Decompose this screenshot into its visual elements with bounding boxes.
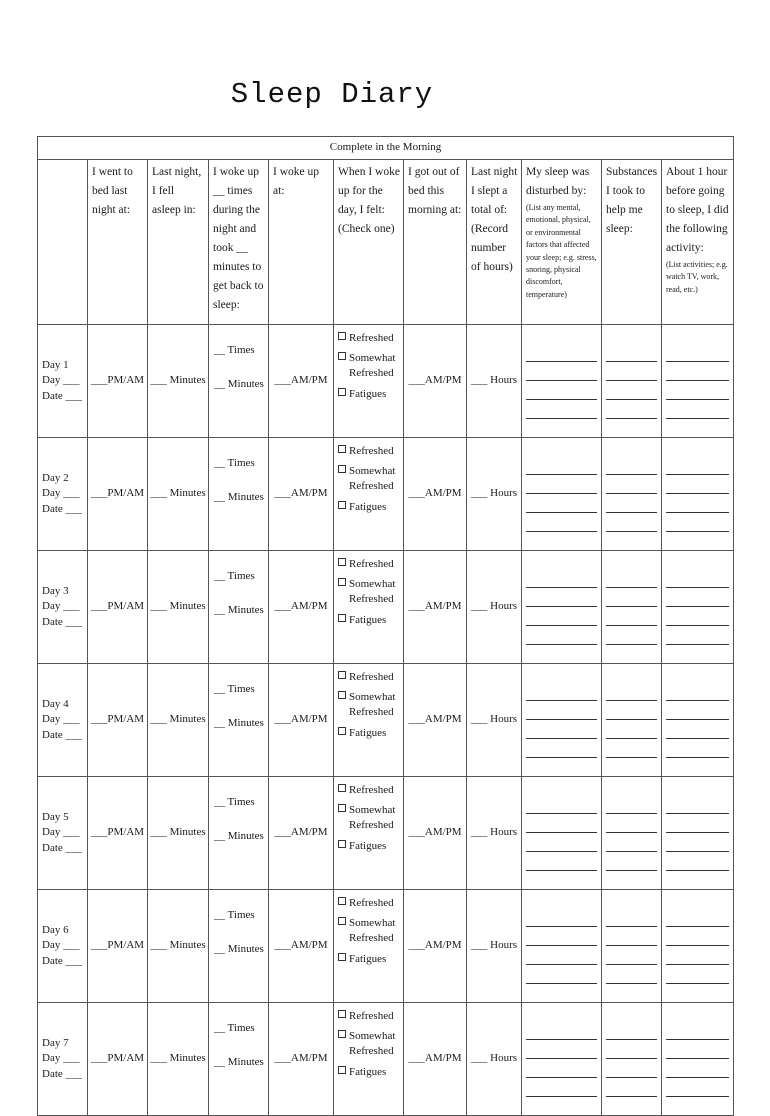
out-of-bed-time-cell[interactable]: ___AM/PM [404,1003,467,1116]
felt-option-label: Refreshed [349,367,394,380]
date-blank[interactable]: Date ___ [42,1067,83,1080]
write-line[interactable] [666,569,729,588]
bed-time-cell[interactable]: ___PM/AM [88,438,148,551]
times-blank[interactable]: __ Times [214,570,255,582]
hours-cell[interactable]: ___ Hours [467,1003,522,1116]
write-line[interactable] [526,946,597,965]
checkbox-icon[interactable] [338,897,346,905]
bed-time-cell[interactable]: ___PM/AM [88,1003,148,1116]
disturbed-lines [522,777,602,890]
felt-option-label: Somewhat [349,804,396,817]
header-disturbed [522,160,602,325]
asleep-minutes-cell[interactable]: ___ Minutes [148,325,209,438]
felt-option-refreshed[interactable] [338,783,403,798]
checkbox-icon[interactable] [338,804,346,812]
write-line[interactable] [526,701,597,720]
day-cell [38,664,88,777]
write-line[interactable] [606,362,657,381]
felt-option-label: Refreshed [349,480,394,493]
write-line[interactable] [526,1078,597,1097]
write-line[interactable] [526,1059,597,1078]
write-line[interactable] [606,852,657,871]
write-line[interactable] [526,400,597,419]
write-line[interactable] [666,946,729,965]
felt-cell [334,664,404,777]
date-blank[interactable]: Date ___ [42,728,83,741]
write-line[interactable] [666,927,729,946]
checkbox-icon[interactable] [338,727,346,735]
write-line[interactable] [606,927,657,946]
woke-time-cell[interactable]: ___AM/PM [269,438,334,551]
header-activity-note: (List activities; e.g. watch TV, work, read, etc.) [666,259,728,294]
write-line[interactable] [606,456,657,475]
day-row [38,664,734,777]
activity-lines [662,1003,734,1116]
felt-option-label: Refreshed [349,445,394,457]
times-blank[interactable]: __ Times [214,796,255,808]
header-fell-asleep: Last night, I fell asleep in: [148,160,209,325]
write-line[interactable] [606,626,657,645]
out-of-bed-time-cell[interactable]: ___AM/PM [404,551,467,664]
checkbox-icon[interactable] [338,388,346,396]
felt-option-label: Somewhat [349,691,396,704]
checkbox-icon[interactable] [338,445,346,453]
felt-option-somewhat[interactable] [338,464,403,494]
felt-option-label: Fatigues [349,1065,387,1078]
felt-option-label: Fatigues [349,387,387,400]
write-line[interactable] [666,362,729,381]
felt-option-fatigues[interactable] [338,500,403,515]
woke-time-cell[interactable]: ___AM/PM [269,890,334,1003]
date-blank[interactable]: Date ___ [42,841,83,854]
write-line[interactable] [526,362,597,381]
write-line[interactable] [666,381,729,400]
write-line[interactable] [666,607,729,626]
hours-cell[interactable]: ___ Hours [467,777,522,890]
write-line[interactable] [526,927,597,946]
woke-during-cell [209,325,269,438]
bed-time-cell[interactable]: ___PM/AM [88,777,148,890]
felt-option-somewhat[interactable] [338,351,403,381]
felt-option-label: Somewhat [349,1030,396,1043]
write-line[interactable] [666,588,729,607]
sleep-diary-table [37,136,734,1116]
day-row [38,438,734,551]
write-line[interactable] [666,701,729,720]
out-of-bed-time-cell[interactable]: ___AM/PM [404,438,467,551]
checkbox-icon[interactable] [338,840,346,848]
felt-option-fatigues[interactable] [338,726,403,741]
day-label: Day 6 [42,924,69,937]
write-line[interactable] [606,1059,657,1078]
header-activity [662,160,734,325]
felt-option-label: Refreshed [349,706,394,719]
day-cell [38,551,88,664]
write-line[interactable] [666,739,729,758]
substances-lines [602,551,662,664]
day-blank[interactable]: Day ___ [42,826,80,839]
felt-option-label: Refreshed [349,558,394,570]
felt-option-label: Refreshed [349,932,394,945]
activity-lines [662,890,734,1003]
write-line[interactable] [606,588,657,607]
minutes-blank[interactable]: __ Minutes [214,830,264,843]
out-of-bed-time-cell[interactable]: ___AM/PM [404,890,467,1003]
felt-option-refreshed[interactable] [338,670,403,685]
checkbox-icon[interactable] [338,917,346,925]
day-label: Day 3 [42,585,69,598]
felt-option-label: Fatigues [349,500,387,513]
page-title: Sleep Diary [230,78,434,111]
write-line[interactable] [526,494,597,513]
write-line[interactable] [606,494,657,513]
write-line[interactable] [526,739,597,758]
disturbed-lines [522,551,602,664]
day-label: Day 4 [42,698,69,711]
checkbox-icon[interactable] [338,465,346,473]
write-line[interactable] [526,513,597,532]
asleep-minutes-cell[interactable]: ___ Minutes [148,664,209,777]
header-felt: When I woke up for the day, I felt: (Check one) [334,160,404,325]
write-line[interactable] [606,513,657,532]
write-line[interactable] [606,965,657,984]
felt-option-label: Refreshed [349,1010,394,1022]
checkbox-icon[interactable] [338,784,346,792]
felt-option-refreshed[interactable] [338,444,403,459]
minutes-blank[interactable]: __ Minutes [214,378,264,391]
write-line[interactable] [526,607,597,626]
felt-option-label: Fatigues [349,726,387,739]
felt-option-somewhat[interactable] [338,916,403,946]
header-got-out-of-bed: I got out of bed this morning at: [404,160,467,325]
asleep-minutes-cell[interactable]: ___ Minutes [148,551,209,664]
write-line[interactable] [666,682,729,701]
out-of-bed-time-cell[interactable]: ___AM/PM [404,664,467,777]
write-line[interactable] [666,456,729,475]
felt-option-label: Somewhat [349,917,396,930]
write-line[interactable] [666,908,729,927]
hours-cell[interactable]: ___ Hours [467,890,522,1003]
write-line[interactable] [606,682,657,701]
write-line[interactable] [666,513,729,532]
day-row [38,551,734,664]
substances-lines [602,1003,662,1116]
felt-cell [334,551,404,664]
felt-option-label: Refreshed [349,593,394,606]
felt-option-label: Somewhat [349,352,396,365]
write-line[interactable] [606,1040,657,1059]
hours-cell[interactable]: ___ Hours [467,438,522,551]
write-line[interactable] [606,701,657,720]
felt-option-label: Somewhat [349,578,396,591]
write-line[interactable] [526,588,597,607]
substances-lines [602,890,662,1003]
bed-time-cell[interactable]: ___PM/AM [88,551,148,664]
day-blank[interactable]: Day ___ [42,939,80,952]
write-line[interactable] [606,569,657,588]
write-line[interactable] [526,381,597,400]
column-header-row [38,160,734,325]
day-blank[interactable]: Day ___ [42,374,80,387]
activity-lines [662,777,734,890]
bed-time-cell[interactable]: ___PM/AM [88,325,148,438]
write-line[interactable] [666,965,729,984]
day-blank[interactable]: Day ___ [42,487,80,500]
write-line[interactable] [666,814,729,833]
felt-option-fatigues[interactable] [338,387,403,402]
day-blank[interactable]: Day ___ [42,1052,80,1065]
felt-option-label: Fatigues [349,613,387,626]
write-line[interactable] [526,852,597,871]
write-line[interactable] [606,795,657,814]
felt-option-somewhat[interactable] [338,577,403,607]
checkbox-icon[interactable] [338,558,346,566]
write-line[interactable] [606,607,657,626]
checkbox-icon[interactable] [338,352,346,360]
header-slept-total: Last night I slept a total of: (Record number of hours) [467,160,522,325]
write-line[interactable] [666,795,729,814]
date-blank[interactable]: Date ___ [42,954,83,967]
woke-during-cell [209,664,269,777]
felt-option-label: Fatigues [349,952,387,965]
date-blank[interactable]: Date ___ [42,502,83,515]
write-line[interactable] [666,494,729,513]
write-line[interactable] [606,814,657,833]
header-went-to-bed: I went to bed last night at: [88,160,148,325]
checkbox-icon[interactable] [338,1066,346,1074]
write-line[interactable] [666,400,729,419]
felt-option-label: Refreshed [349,1045,394,1058]
write-line[interactable] [526,682,597,701]
write-line[interactable] [606,908,657,927]
substances-lines [602,438,662,551]
felt-option-refreshed[interactable] [338,557,403,572]
write-line[interactable] [666,852,729,871]
checkbox-icon[interactable] [338,501,346,509]
write-line[interactable] [666,833,729,852]
write-line[interactable] [666,1059,729,1078]
activity-lines [662,438,734,551]
write-line[interactable] [526,908,597,927]
disturbed-lines [522,664,602,777]
substances-lines [602,325,662,438]
felt-option-refreshed[interactable] [338,331,403,346]
day-row [38,777,734,890]
write-line[interactable] [526,965,597,984]
felt-option-label: Refreshed [349,784,394,796]
woke-time-cell[interactable]: ___AM/PM [269,1003,334,1116]
hours-cell[interactable]: ___ Hours [467,325,522,438]
hours-cell[interactable]: ___ Hours [467,664,522,777]
write-line[interactable] [606,739,657,758]
woke-time-cell[interactable]: ___AM/PM [269,664,334,777]
minutes-blank[interactable]: __ Minutes [214,943,264,956]
write-line[interactable] [666,475,729,494]
minutes-blank[interactable]: __ Minutes [214,491,264,504]
felt-cell [334,1003,404,1116]
day-cell [38,1003,88,1116]
checkbox-icon[interactable] [338,578,346,586]
write-line[interactable] [606,475,657,494]
substances-lines [602,777,662,890]
write-line[interactable] [526,814,597,833]
felt-option-refreshed[interactable] [338,1009,403,1024]
felt-option-label: Refreshed [349,897,394,909]
write-line[interactable] [526,626,597,645]
checkbox-icon[interactable] [338,671,346,679]
day-blank[interactable]: Day ___ [42,713,80,726]
substances-lines [602,664,662,777]
activity-lines [662,325,734,438]
header-blank [38,160,88,325]
day-label: Day 2 [42,472,69,485]
checkbox-icon[interactable] [338,332,346,340]
day-cell [38,890,88,1003]
write-line[interactable] [526,1040,597,1059]
write-line[interactable] [606,946,657,965]
day-cell [38,777,88,890]
date-blank[interactable]: Date ___ [42,615,83,628]
write-line[interactable] [666,343,729,362]
asleep-minutes-cell[interactable]: ___ Minutes [148,890,209,1003]
header-woke-up-during: I woke up __ times during the night and took __ minutes to get back to sleep: [209,160,269,325]
felt-cell [334,777,404,890]
asleep-minutes-cell[interactable]: ___ Minutes [148,777,209,890]
bed-time-cell[interactable]: ___PM/AM [88,664,148,777]
felt-option-label: Refreshed [349,671,394,683]
day-row [38,325,734,438]
times-blank[interactable]: __ Times [214,683,255,695]
write-line[interactable] [526,569,597,588]
write-line[interactable] [606,720,657,739]
felt-cell [334,325,404,438]
day-label: Day 7 [42,1037,69,1050]
felt-option-fatigues[interactable] [338,952,403,967]
day-blank[interactable]: Day ___ [42,600,80,613]
felt-option-somewhat[interactable] [338,803,403,833]
minutes-blank[interactable]: __ Minutes [214,717,264,730]
woke-time-cell[interactable]: ___AM/PM [269,325,334,438]
woke-during-cell [209,551,269,664]
day-label: Day 1 [42,359,69,372]
minutes-blank[interactable]: __ Minutes [214,1056,264,1069]
header-activity-label: About 1 hour before going to sleep, I did the following activity: [666,166,729,254]
felt-option-label: Somewhat [349,465,396,478]
day-label: Day 5 [42,811,69,824]
write-line[interactable] [526,343,597,362]
checkbox-icon[interactable] [338,614,346,622]
header-disturbed-note: (List any mental, emotional, physical, or environmental factors that affected your sleep; e.g. stress, snoring, physical discomfort, temperature) [526,202,597,299]
write-line[interactable] [666,1078,729,1097]
times-blank[interactable]: __ Times [214,457,255,469]
woke-during-cell [209,777,269,890]
felt-option-fatigues[interactable] [338,1065,403,1080]
asleep-minutes-cell[interactable]: ___ Minutes [148,438,209,551]
day-cell [38,438,88,551]
woke-during-cell [209,438,269,551]
write-line[interactable] [526,795,597,814]
day-cell [38,325,88,438]
header-woke-up-at: I woke up at: [269,160,334,325]
checkbox-icon[interactable] [338,1010,346,1018]
write-line[interactable] [606,400,657,419]
asleep-minutes-cell[interactable]: ___ Minutes [148,1003,209,1116]
write-line[interactable] [666,1040,729,1059]
felt-option-somewhat[interactable] [338,690,403,720]
write-line[interactable] [606,833,657,852]
checkbox-icon[interactable] [338,691,346,699]
times-blank[interactable]: __ Times [214,909,255,921]
felt-option-label: Fatigues [349,839,387,852]
felt-option-label: Refreshed [349,819,394,832]
times-blank[interactable]: __ Times [214,344,255,356]
disturbed-lines [522,1003,602,1116]
felt-option-label: Refreshed [349,332,394,344]
day-row [38,1003,734,1116]
out-of-bed-time-cell[interactable]: ___AM/PM [404,777,467,890]
felt-cell [334,438,404,551]
write-line[interactable] [526,720,597,739]
write-line[interactable] [526,475,597,494]
disturbed-lines [522,890,602,1003]
activity-lines [662,664,734,777]
disturbed-lines [522,438,602,551]
header-disturbed-label: My sleep was disturbed by: [526,166,590,197]
woke-time-cell[interactable]: ___AM/PM [269,777,334,890]
out-of-bed-time-cell[interactable]: ___AM/PM [404,325,467,438]
section-header: Complete in the Morning [38,137,734,160]
checkbox-icon[interactable] [338,953,346,961]
activity-lines [662,551,734,664]
felt-option-somewhat[interactable] [338,1029,403,1059]
write-line[interactable] [526,833,597,852]
felt-option-refreshed[interactable] [338,896,403,911]
felt-cell [334,890,404,1003]
write-line[interactable] [606,1078,657,1097]
header-substances: Substances I took to help me sleep: [602,160,662,325]
woke-during-cell [209,1003,269,1116]
minutes-blank[interactable]: __ Minutes [214,604,264,617]
bed-time-cell[interactable]: ___PM/AM [88,890,148,1003]
felt-option-fatigues[interactable] [338,839,403,854]
hours-cell[interactable]: ___ Hours [467,551,522,664]
times-blank[interactable]: __ Times [214,1022,255,1034]
write-line[interactable] [526,456,597,475]
checkbox-icon[interactable] [338,1030,346,1038]
disturbed-lines [522,325,602,438]
write-line[interactable] [606,381,657,400]
felt-option-fatigues[interactable] [338,613,403,628]
woke-time-cell[interactable]: ___AM/PM [269,551,334,664]
woke-during-cell [209,890,269,1003]
date-blank[interactable]: Date ___ [42,389,83,402]
write-line[interactable] [666,720,729,739]
write-line[interactable] [606,343,657,362]
day-row [38,890,734,1003]
write-line[interactable] [666,626,729,645]
